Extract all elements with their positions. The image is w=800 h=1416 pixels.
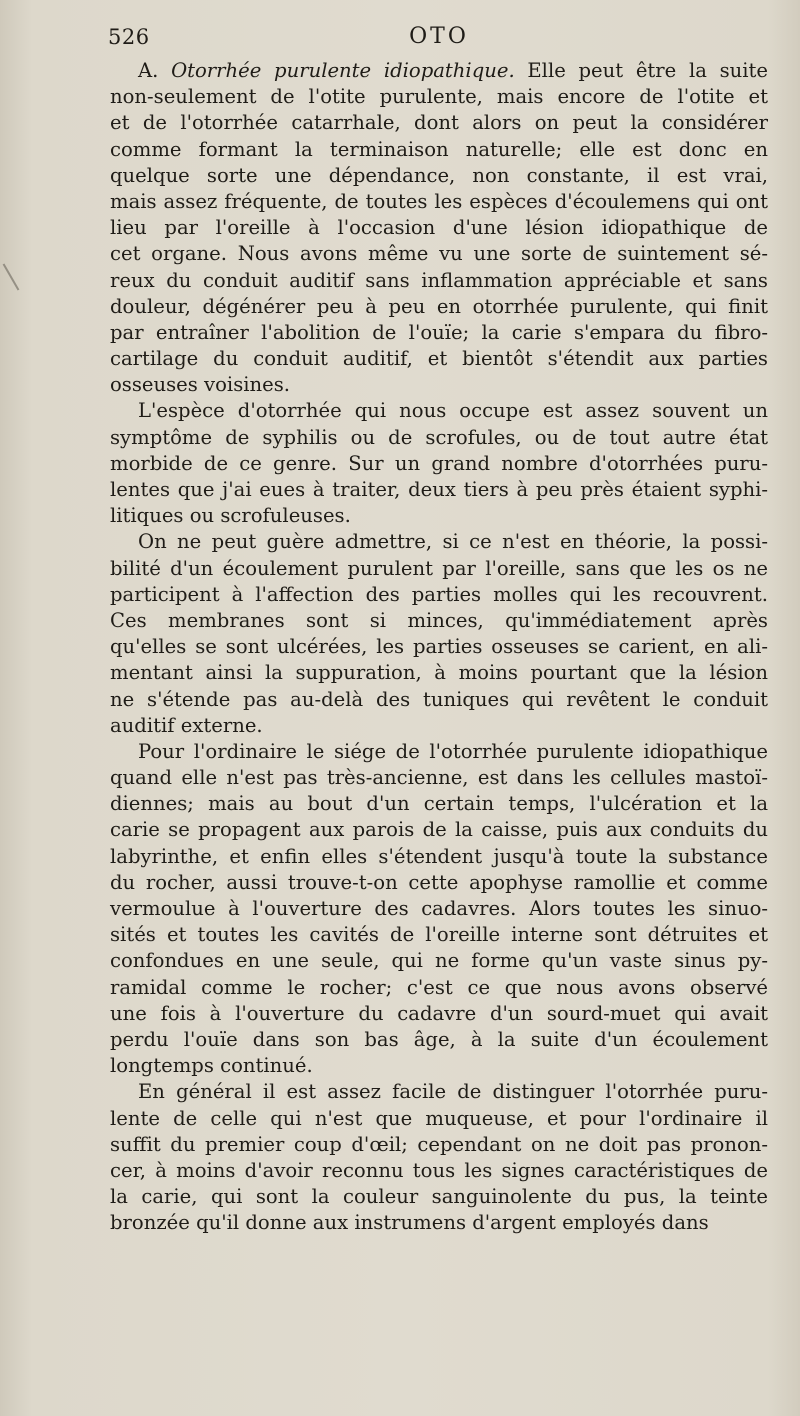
text-line: Ces membranes sont si minces, qu'immédiatement après — [110, 608, 768, 632]
text-line: cet organe. Nous avons même vu une sorte de suintement sé- — [110, 242, 768, 266]
text-line: vermoulue à l'ouverture des cadavres. Alors toutes les sinuo- — [110, 897, 768, 920]
text-line: lente de celle qui n'est que muqueuse, et pour l'ordinaire il — [110, 1106, 768, 1130]
text-line: diennes; mais au bout d'un certain temps, l'ulcération et la — [110, 792, 768, 816]
text-line: mentant ainsi la suppuration, à moins pourtant que la lésion — [110, 661, 768, 685]
text-line: une fois à l'ouverture du cadavre d'un sourd-muet qui avait — [110, 1001, 768, 1025]
paragraph — [110, 398, 768, 529]
text-line: symptôme de syphilis ou de scrofules, ou de tout autre état — [110, 425, 768, 449]
text-line: longtemps continué. — [110, 1054, 313, 1078]
text-line: L'espèce d'otorrhée qui nous occupe est assez souvent un — [138, 399, 768, 423]
text-line: suffit du premier coup d'œil; cependant on ne doit pas pronon- — [110, 1132, 768, 1156]
text-line: comme formant la terminaison naturelle; elle est donc en — [110, 137, 768, 161]
text-line: mais assez fréquente, de toutes les espèces d'écoulemens qui ont — [110, 189, 768, 213]
text-line: quelque sorte une dépendance, non constante, il est vrai, — [110, 163, 768, 187]
page-text — [110, 24, 768, 1236]
page-number: 526 — [108, 25, 150, 49]
margin-pencil-mark — [3, 264, 20, 291]
text-line: litiques ou scrofuleuses. — [110, 504, 351, 528]
text-line: cartilage du conduit auditif, et bientôt s'étendit aux parties — [110, 347, 768, 371]
paragraph — [110, 529, 768, 739]
text-line: morbide de ce genre. Sur un grand nombre d'otorrhées puru- — [110, 451, 768, 475]
text-line: cer, à moins d'avoir reconnu tous les signes caractéristiques de — [110, 1158, 768, 1182]
text-line: On ne peut guère admettre, si ce n'est en théorie, la possi- — [138, 530, 768, 554]
text-line: ne s'étende pas au-delà des tuniques qui revêtent le conduit — [110, 687, 768, 711]
text-line: lieu par l'oreille à l'occasion d'une lésion idiopathique de — [110, 216, 768, 240]
paragraph — [110, 58, 768, 398]
text-line: participent à l'affection des parties molles qui les recouvrent. — [110, 582, 768, 606]
paragraph — [110, 739, 768, 1079]
text-line: qu'elles se sont ulcérées, les parties osseuses se carient, en ali- — [110, 635, 768, 659]
text-line: perdu l'ouïe dans son bas âge, à la suite d'un écoulement — [110, 1027, 768, 1051]
text-line: sités et toutes les cavités de l'oreille interne sont détruites et — [110, 923, 768, 947]
text-line: douleur, dégénérer peu à peu en otorrhée purulente, qui finit — [110, 294, 768, 318]
text-line: quand elle n'est pas très-ancienne, est dans les cellules mastoï- — [110, 766, 768, 790]
text-line: et de l'otorrhée catarrhale, dont alors on peut la considérer — [110, 111, 768, 135]
body-text — [110, 58, 768, 1236]
text-line: auditif externe. — [110, 713, 263, 737]
text-line: osseuses voisines. — [110, 373, 291, 397]
text-line: reux du conduit auditif sans inflammation appréciable et sans — [110, 268, 768, 292]
text-line: Pour l'ordinaire le siége de l'otorrhée purulente idiopathique — [138, 739, 768, 763]
text-line: du rocher, aussi trouve-t-on cette apophyse ramollie et comme — [110, 870, 768, 894]
text-line: non-seulement de l'otite purulente, mais encore de l'otite et — [110, 85, 768, 109]
text-line: par entraîner l'abolition de l'ouïe; la carie s'empara du fibro- — [110, 320, 768, 344]
text-line: ramidal comme le rocher; c'est ce que nous avons observé — [110, 975, 768, 999]
paragraph — [110, 1079, 768, 1236]
running-head: OTO — [409, 24, 469, 49]
text-line: carie se propagent aux parois de la caisse, puis aux conduits du — [110, 818, 768, 842]
page-header — [110, 24, 768, 54]
text-line: bilité d'un écoulement purulent par l'oreille, sans que les os ne — [110, 556, 768, 580]
text-line: labyrinthe, et enfin elles s'étendent jusqu'à toute la substance — [110, 844, 768, 868]
text-line: A. Otorrhée purulente idiopathique. Elle peut être la suite — [138, 59, 768, 82]
text-line: En général il est assez facile de distinguer l'otorrhée puru- — [138, 1080, 768, 1104]
text-line: confondues en une seule, qui ne forme qu'un vaste sinus py- — [110, 949, 768, 973]
text-line: la carie, qui sont la couleur sanguinolente du pus, la teinte — [110, 1185, 768, 1209]
text-line: lentes que j'ai eues à traiter, deux tiers à peu près étaient syphi- — [110, 478, 768, 501]
text-line: bronzée qu'il donne aux instrumens d'argent employés dans — [110, 1211, 709, 1235]
